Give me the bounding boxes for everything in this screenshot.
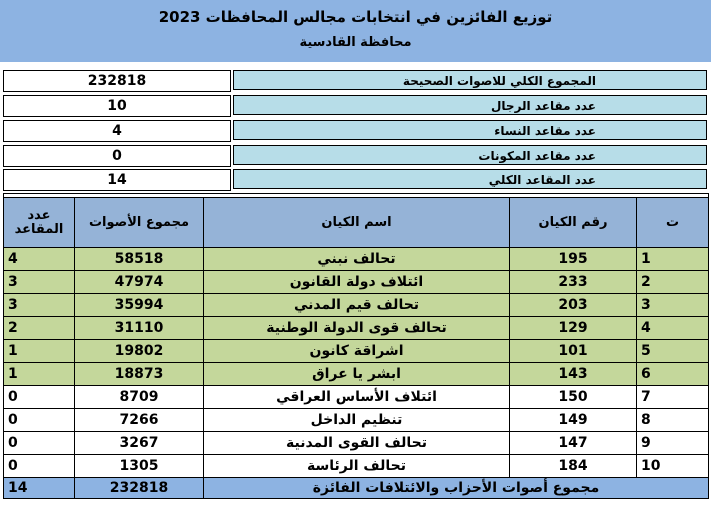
cell-votes: 19802: [75, 340, 204, 363]
total-seats: 14: [4, 478, 75, 499]
cell-index: 5: [637, 340, 709, 363]
cell-entity-name: تحالف قيم المدني: [204, 294, 510, 317]
cell-seats: 1: [4, 363, 75, 386]
summary-value: 232818: [3, 70, 231, 92]
total-votes: 232818: [75, 478, 204, 499]
summary-row-component-seats: [0, 145, 711, 167]
header-index: ت: [637, 198, 709, 248]
cell-votes: 8709: [75, 386, 204, 409]
cell-votes: 47974: [75, 271, 204, 294]
page-subtitle: محافظة القادسية: [299, 35, 412, 50]
cell-seats: 0: [4, 409, 75, 432]
cell-index: 7: [637, 386, 709, 409]
summary-value: 4: [3, 120, 231, 142]
cell-entity-no: 143: [510, 363, 637, 386]
cell-index: 1: [637, 248, 709, 271]
cell-index: 3: [637, 294, 709, 317]
table-row: [4, 340, 709, 363]
header-entity-no: رقم الكيان: [510, 198, 637, 248]
cell-entity-no: 150: [510, 386, 637, 409]
cell-votes: 3267: [75, 432, 204, 455]
table-row: [4, 432, 709, 455]
cell-seats: 0: [4, 432, 75, 455]
cell-entity-no: 184: [510, 455, 637, 478]
table-total-row: [4, 478, 709, 499]
summary-value: 10: [3, 95, 231, 117]
cell-entity-name: ابشر يا عراق: [204, 363, 510, 386]
cell-entity-name: ائتلاف دولة القانون: [204, 271, 510, 294]
table-row: [4, 409, 709, 432]
cell-votes: 35994: [75, 294, 204, 317]
cell-index: 9: [637, 432, 709, 455]
cell-seats: 4: [4, 248, 75, 271]
page-title: توزيع الفائزين في انتخابات مجالس المحافظات 2023: [158, 8, 553, 26]
header-seats: [4, 198, 75, 248]
cell-index: 6: [637, 363, 709, 386]
header-seats-line2: المقاعد: [14, 221, 64, 237]
summary-label: عدد المقاعد الكلي: [233, 169, 707, 189]
cell-index: 2: [637, 271, 709, 294]
cell-seats: 0: [4, 386, 75, 409]
table-row: [4, 386, 709, 409]
title-banner: [0, 0, 711, 62]
summary-row-women-seats: [0, 120, 711, 142]
cell-entity-name: اشراقة كانون: [204, 340, 510, 363]
cell-votes: 31110: [75, 317, 204, 340]
cell-votes: 18873: [75, 363, 204, 386]
cell-entity-no: 149: [510, 409, 637, 432]
summary-label: عدد مقاعد الرجال: [233, 95, 707, 115]
cell-entity-no: 129: [510, 317, 637, 340]
cell-entity-no: 101: [510, 340, 637, 363]
header-entity-name: اسم الكيان: [204, 198, 510, 248]
summary-label: عدد مقاعد المكونات: [233, 145, 707, 165]
summary-label: عدد مقاعد النساء: [233, 120, 707, 140]
table-row: [4, 248, 709, 271]
summary-row-total-seats: [0, 169, 711, 191]
cell-entity-name: تحالف نبني: [204, 248, 510, 271]
cell-votes: 7266: [75, 409, 204, 432]
summary-row-total-votes: [0, 70, 711, 92]
header-votes: مجموع الأصوات: [75, 198, 204, 248]
cell-votes: 58518: [75, 248, 204, 271]
table-row: [4, 363, 709, 386]
table-header-row: [4, 198, 709, 248]
cell-entity-no: 233: [510, 271, 637, 294]
cell-index: 4: [637, 317, 709, 340]
cell-entity-no: 203: [510, 294, 637, 317]
cell-entity-no: 147: [510, 432, 637, 455]
cell-votes: 1305: [75, 455, 204, 478]
header-seats-line1: عدد: [27, 207, 51, 223]
cell-index: 10: [637, 455, 709, 478]
cell-entity-name: تنظيم الداخل: [204, 409, 510, 432]
cell-seats: 3: [4, 294, 75, 317]
summary-row-men-seats: [0, 95, 711, 117]
cell-entity-name: تحالف قوى الدولة الوطنية: [204, 317, 510, 340]
cell-seats: 2: [4, 317, 75, 340]
cell-seats: 1: [4, 340, 75, 363]
total-label: مجموع أصوات الأحزاب والائتلافات الفائزة: [204, 478, 709, 499]
summary-value: 14: [3, 169, 231, 191]
table-row: [4, 271, 709, 294]
cell-seats: 0: [4, 455, 75, 478]
cell-seats: 3: [4, 271, 75, 294]
summary-value: 0: [3, 145, 231, 167]
table-row: [4, 294, 709, 317]
cell-index: 8: [637, 409, 709, 432]
cell-entity-name: تحالف القوى المدنية: [204, 432, 510, 455]
cell-entity-no: 195: [510, 248, 637, 271]
results-table: [3, 197, 709, 499]
table-row: [4, 317, 709, 340]
cell-entity-name: ائتلاف الأساس العراقي: [204, 386, 510, 409]
summary-label: المجموع الكلي للاصوات الصحيحة: [233, 70, 707, 90]
table-row: [4, 455, 709, 478]
cell-entity-name: تحالف الرئاسة: [204, 455, 510, 478]
